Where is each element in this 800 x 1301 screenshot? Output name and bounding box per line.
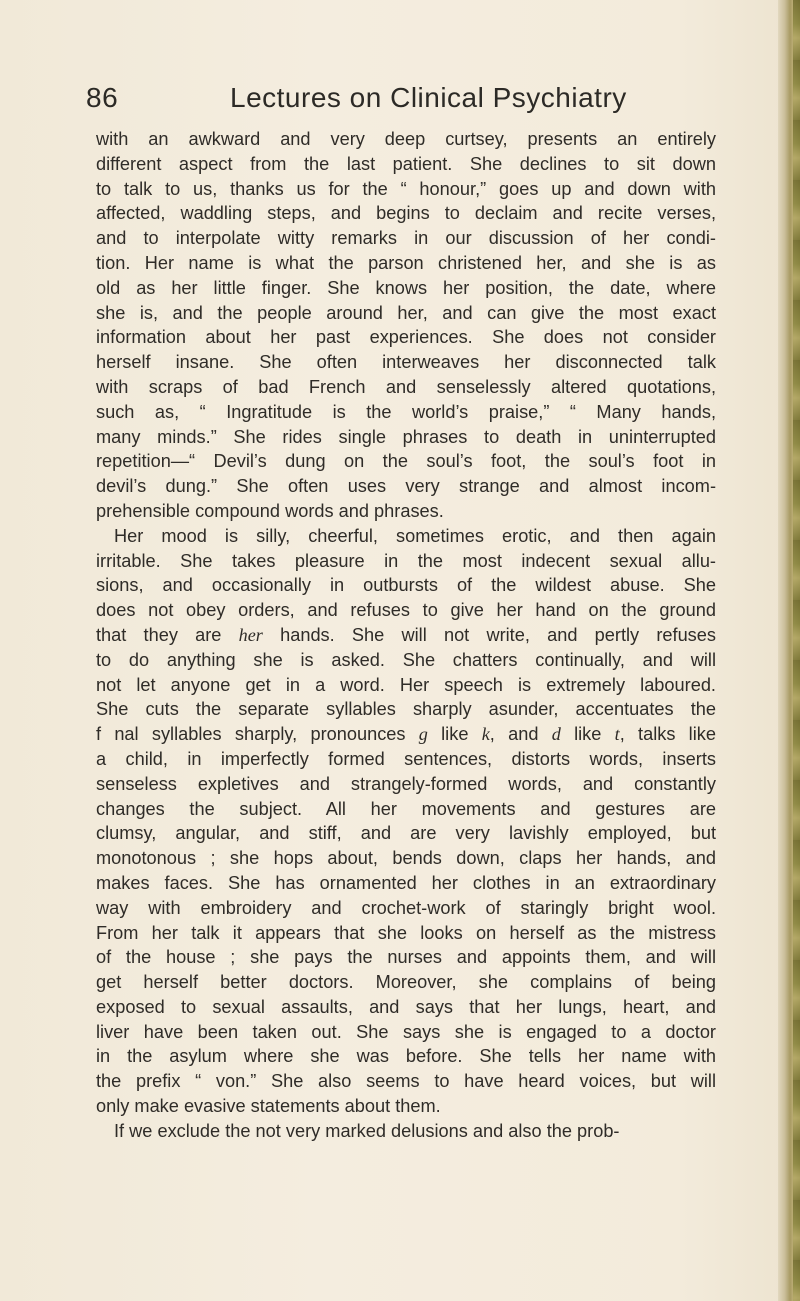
text-line: prehensible compound words and phrases. — [96, 500, 444, 521]
text-line: way with embroidery and crochet-work of staringly bright wool. — [96, 897, 716, 918]
italic-letter: k — [481, 724, 490, 745]
text-line: the prefix “ von.” She also seems to have heard voices, but will — [96, 1071, 716, 1092]
text-line: sions, and occasionally in outbursts of the wildest abuse. She — [96, 575, 716, 596]
text-line: senseless expletives and strangely-formed words, and constantly — [96, 773, 716, 794]
text-run: that they are — [96, 624, 239, 645]
text-run: , and — [489, 724, 552, 745]
text-line: old as her little finger. She knows her position, the date, where — [96, 277, 716, 298]
text-line: affected, waddling steps, and begins to declaim and recite verses, — [96, 203, 716, 224]
italic-word: her — [238, 624, 263, 645]
text-line: exposed to sexual assaults, and says that her lungs, heart, and — [96, 996, 716, 1017]
page-header — [0, 82, 800, 122]
text-line: she is, and the people around her, and can give the most exact — [96, 302, 716, 323]
page-number: 86 — [86, 82, 119, 113]
text-line: with an awkward and very deep curtsey, presents an entirely — [96, 129, 716, 149]
book-edge — [778, 0, 800, 1301]
text-line: makes faces. She has ornamented her clothes in an extraordinary — [96, 872, 716, 893]
text-line: clumsy, angular, and stiff, and are very lavishly employed, but — [96, 823, 716, 844]
text-line: in the asylum where she was before. She tells her name with — [96, 1046, 716, 1067]
text-line: to talk to us, thanks us for the “ honour,” goes up and down with — [96, 178, 716, 199]
text-line: to do anything she is asked. She chatters continually, and will — [96, 649, 716, 670]
text-line: liver have been taken out. She says she is engaged to a doctor — [96, 1021, 716, 1042]
italic-letter: d — [551, 724, 561, 745]
text-line: changes the subject. All her movements and gestures are — [96, 798, 716, 819]
text-line: If we exclude the not very marked delusions and also the prob- — [114, 1120, 620, 1141]
text-line: From her talk it appears that she looks on herself as the mistress — [96, 922, 716, 943]
text-line: She cuts the separate syllables sharply asunder, accentuates the — [96, 699, 716, 720]
text-line: with scraps of bad French and senselessly altered quotations, — [96, 376, 716, 397]
text-run: hands. She will not write, and pertly refuses — [262, 624, 716, 645]
text-run: f nal syllables sharply, pronounces — [96, 724, 419, 745]
text-run: like — [560, 724, 615, 745]
text-line: herself insane. She often interweaves her disconnected talk — [96, 352, 716, 373]
text-line — [96, 722, 716, 747]
running-title: Lectures on Clinical Psychiatry — [230, 82, 627, 113]
text-line: a child, in imperfectly formed sentences, distorts words, inserts — [96, 748, 716, 769]
text-line — [96, 623, 716, 648]
text-line: monotonous ; she hops about, bends down, claps her hands, and — [96, 848, 716, 869]
text-line: get herself better doctors. Moreover, she complains of being — [96, 972, 716, 993]
text-line: repetition—“ Devil’s dung on the soul’s foot, the soul’s foot in — [96, 451, 716, 472]
body-text — [96, 127, 716, 1144]
text-line: of the house ; she pays the nurses and appoints them, and will — [96, 947, 716, 968]
text-line: Her mood is silly, cheerful, sometimes erotic, and then again — [114, 525, 716, 546]
text-line: only make evasive statements about them. — [96, 1096, 441, 1117]
text-line: information about her past experiences. She does not consider — [96, 327, 716, 348]
text-line: irritable. She takes pleasure in the most indecent sexual allu- — [96, 550, 716, 571]
text-line: different aspect from the last patient. She declines to sit down — [96, 153, 716, 174]
text-line: many minds.” She rides single phrases to death in uninterrupted — [96, 426, 716, 447]
text-line: not let anyone get in a word. Her speech is extremely laboured. — [96, 674, 716, 695]
text-line: does not obey orders, and refuses to give her hand on the ground — [96, 600, 716, 621]
text-line: and to interpolate witty remarks in our discussion of her condi- — [96, 228, 716, 249]
text-line: devil’s dung.” She often uses very strange and almost incom- — [96, 476, 716, 497]
text-line: such as, “ Ingratitude is the world’s praise,” “ Many hands, — [96, 401, 716, 422]
italic-letter: g — [418, 724, 428, 745]
text-run: like — [427, 724, 482, 745]
italic-letter: t — [614, 724, 620, 745]
text-run: , talks like — [619, 724, 716, 745]
text-line: tion. Her name is what the parson christened her, and she is as — [96, 252, 716, 273]
